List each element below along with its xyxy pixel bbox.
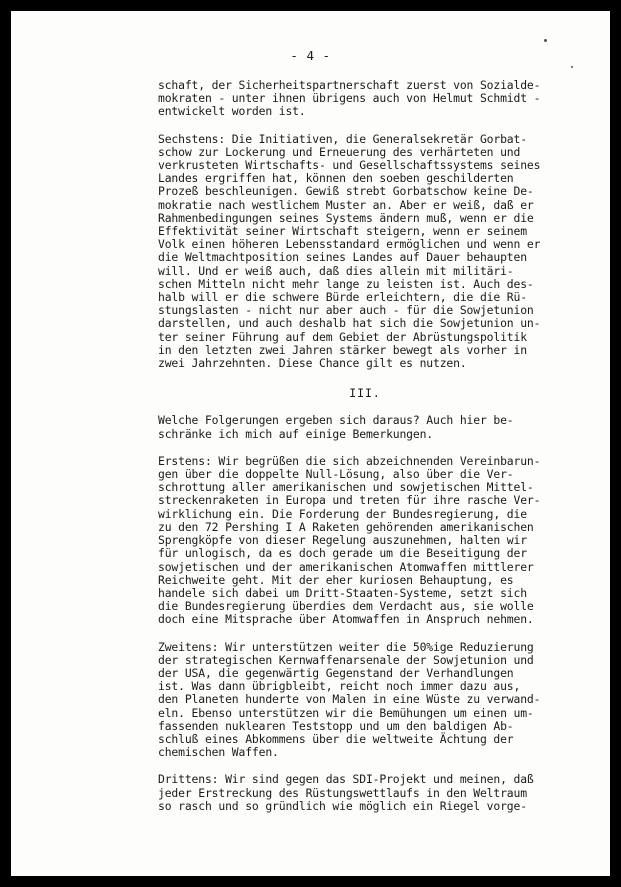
text-line: Prozeß beschleunigen. Gewiß strebt Gorbatschow keine De- [158, 184, 534, 199]
text-line: den Planeten hunderte von Malen in eine Wüste zu verwand- [158, 692, 541, 707]
text-line: verkrusteten Wirtschafts- und Gesellschaftssystems seines [158, 158, 541, 173]
text-line: Landes ergriffen hat, können den soeben geschilderten [158, 171, 514, 186]
text-line: der USA, die gegenwärtig Gegenstand der Verhandlungen [158, 665, 514, 680]
text-line: chemischen Waffen. [158, 745, 279, 760]
text-line: Sprengköpfe von dieser Regelung auszunehmen, halten wir [158, 533, 527, 548]
text-line: in den letzten zwei Jahren stärker bewegt als vorher in [158, 342, 527, 357]
text-line: jeder Erstreckung des Rüstungswettlaufs in den Weltraum [158, 785, 527, 800]
text-line: schaft, der Sicherheitspartnerschaft zuerst von Sozialde- [158, 78, 541, 92]
text-line: zu den 72 Pershing I A Raketen gehörenden amerikanischen [158, 519, 534, 534]
paragraphs-before-section [158, 79, 568, 370]
text-line: so rasch und so gründlich wie möglich ein Riegel vorge- [158, 798, 527, 813]
text-line: Erstens: Wir begrüßen die sich abzeichnenden Vereinbarun- [158, 453, 541, 468]
text-line: eln. Ebenso unterstützen wir die Bemühungen um einen um- [158, 705, 534, 720]
text-line: Drittens: Wir sind gegen das SDI-Projekt und meinen, daß [158, 772, 534, 787]
text-line: Zweitens: Wir unterstützen weiter die 50%ige Reduzierung [158, 639, 534, 654]
text-line: darstellen, und auch deshalb hat sich die Sowjetunion un- [158, 316, 541, 331]
text-line: ist. Was dann übrigbleibt, reicht noch immer dazu aus, [158, 679, 521, 694]
text-line: Reichweite geht. Mit der eher kuriosen Behauptung, es [158, 572, 514, 587]
text-line: streckenraketen in Europa und treten für ihre rasche Ver- [158, 493, 541, 508]
text-line: handele sich dabei um Dritt-Staaten-Systeme, setzt sich [158, 585, 527, 600]
text-line: Rahmenbedingungen seines Systems ändern muß, wenn er die [158, 210, 534, 225]
text-line: schen Mitteln nicht mehr lange zu leisten ist. Auch des- [158, 276, 534, 291]
paragraph [158, 414, 568, 440]
scan-speck [571, 66, 573, 68]
text-line: die Bundesregierung überdies dem Verdacht aus, sie wolle [158, 599, 534, 614]
text-line: entwickelt worden ist. [158, 104, 306, 119]
text-line: schluß eines Abkommens über die weltweite Ächtung der [158, 731, 514, 746]
text-line: halb will er die schwere Bürde erleichtern, die die Rü- [158, 290, 527, 305]
page-number: - 4 - [290, 48, 331, 63]
text-line: schränke ich mich auf einige Bemerkungen. [158, 426, 434, 441]
document-page [11, 11, 610, 876]
text-line: fassenden nuklearen Teststopp und um den baldigen Ab- [158, 718, 514, 733]
text-line: Effektivität seiner Wirtschaft steigern, wenn er seinem [158, 224, 527, 239]
text-line: mokraten - unter ihnen übrigens auch von Helmut Schmidt - [158, 91, 541, 106]
text-line: Sechstens: Die Initiativen, die Generalsekretär Gorbat- [158, 131, 527, 146]
text-line: sowjetischen und der amerikanischen Atomwaffen mittlerer [158, 559, 534, 574]
text-line: gen über die doppelte Null-Lösung, also über die Ver- [158, 467, 514, 482]
text-line: zwei Jahrzehnten. Diese Chance gilt es nutzen. [158, 356, 467, 371]
text-line: für unlogisch, da es doch gerade um die Beseitigung der [158, 546, 527, 561]
text-line: die Weltmachtposition seines Landes auf Dauer behaupten [158, 250, 527, 265]
scan-speck [544, 39, 547, 42]
paragraph [158, 79, 568, 119]
paragraph [158, 133, 568, 371]
body-text [158, 79, 568, 827]
paragraph [158, 773, 568, 813]
text-line: der strategischen Kernwaffenarsenale der Sowjetunion und [158, 652, 534, 667]
text-line: wirklichung ein. Die Forderung der Bundesregierung, die [158, 506, 527, 521]
paragraph [158, 455, 568, 627]
paragraphs-after-section [158, 414, 568, 812]
section-heading: III. [349, 386, 381, 401]
text-line: mokratie nach westlichem Muster an. Aber er weiß, daß er [158, 197, 534, 212]
paragraph [158, 641, 568, 760]
text-line: will. Und er weiß auch, daß dies allein mit militäri- [158, 263, 514, 278]
text-line: Volk einen höheren Lebensstandard ermöglichen und wenn er [158, 237, 541, 252]
text-line: schrottung aller amerikanischen und sowjetischen Mittel- [158, 480, 534, 495]
text-line: stungslasten - nicht nur aber auch - für die Sowjetunion [158, 303, 534, 318]
text-line: doch eine Mitsprache über Atomwaffen in Anspruch nehmen. [158, 612, 534, 627]
text-line: Welche Folgerungen ergeben sich daraus? Auch hier be- [158, 413, 514, 428]
text-line: schow zur Lockerung und Erneuerung des verhärteten und [158, 144, 521, 159]
text-line: ter seiner Führung auf dem Gebiet der Abrüstungspolitik [158, 329, 527, 344]
